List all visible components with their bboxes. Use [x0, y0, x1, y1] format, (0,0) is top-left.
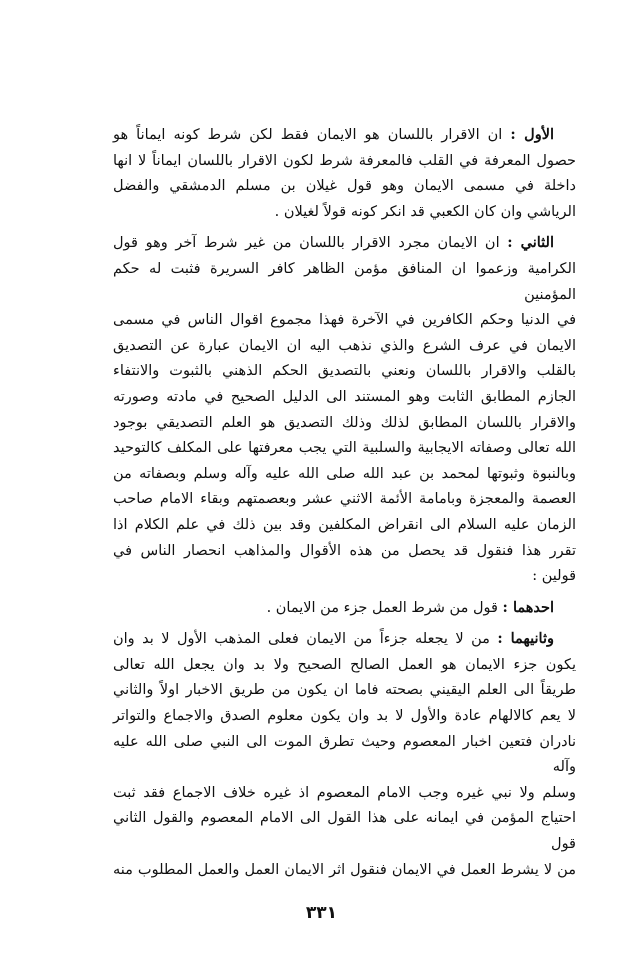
paragraph-second-opinion — [113, 230, 576, 589]
text-line: تقرر هذا فنقول قد يحصل من هذه الأقوال والمذاهب انحصار الناس في — [113, 542, 576, 559]
text-line-content: من لا يجعله جزءاً من الايمان فعلى المذهب الأول لا بد وان — [113, 631, 490, 648]
text-line: بالقلب والاقرار باللسان ونعني بالتصديق الحكم الذهني بالثبوت والانتفاء — [113, 363, 576, 380]
text-line: وسلم ولا نبي غيره وجب الامام المعصوم اذ غيره خلاف الاجماع فقد ثبت — [113, 784, 576, 801]
text-line: احتياج المؤمن في ايمانه على هذا القول الى الامام المعصوم والقول الثاني قول — [113, 810, 576, 853]
text-line: حصول المعرفة في القلب فالمعرفة شرط لكون الاقرار باللسان ايماناً لا انها — [113, 152, 576, 169]
text-line: والاقرار باللسان المطابق لذلك وذلك التصديق هو العلم التصديقي بوجود — [113, 414, 576, 431]
paragraph-second-view — [113, 626, 576, 883]
text-line: الكرامية وزعموا ان المنافق مؤمن الظاهر كافر السريرة فثبت له حكم المؤمنين — [113, 260, 576, 303]
paragraph-lead: الأول : — [510, 126, 554, 143]
text-line: طريقاً الى العلم اليقيني بصحته فاما ان يكون من طريق الاخبار اولاً والثاني — [113, 682, 576, 699]
text-line: العصمة والمعجزة وبامامة الأئمة الاثني عشر وبعصمتهم وبقاء الامام صاحب — [113, 491, 576, 508]
text-line: الجازم المطابق الثابت وهو المستند الى الدليل الصحيح في مادته وصورته — [113, 388, 576, 405]
text-line: قولين : — [532, 568, 576, 585]
text-line: من لا يشرط العمل في الايمان فنقول اثر الايمان العمل والعمل المطلوب منه — [113, 861, 576, 878]
paragraph-lead: وثانيهما : — [497, 630, 554, 648]
text-line — [113, 122, 576, 149]
text-line — [113, 626, 576, 653]
paragraph-first-opinion — [113, 122, 576, 225]
text-line: الزمان عليه السلام الى انقراض المكلفين وقد بين ذلك في علم الكلام اذا — [113, 516, 576, 533]
text-line: نادران فتعين اخبار المعصوم وحيث تطرق الموت الى النبي صلى الله عليه وآله — [113, 733, 576, 776]
page-number: ٣٣١ — [305, 903, 338, 924]
text-line: الله تعالى وصفاته الايجابية والسلبية التي يجب معرفتها على المكلف كالتوحيد — [113, 440, 576, 457]
text-line: داخلة في مسمى الايمان وهو قول غيلان بن مسلم الدمشقي والفضل — [113, 178, 576, 195]
text-line-content: ان الاقرار باللسان هو الايمان فقط لكن شرط كونه ايماناً هو — [113, 127, 503, 143]
text-line: لا يعم كالالهام عادة والأول لا بد وان يكون معلوم الصدق والاجماع والتواتر — [113, 708, 576, 725]
text-line: في الدنيا وحكم الكافرين في الآخرة فهذا مجموع اقوال الناس في مسمى — [113, 312, 576, 329]
page-body — [113, 0, 576, 883]
text-line: يكون جزء الايمان هو العمل الصالح الصحيح ولا بد وان يجعل الله تعالى — [113, 656, 576, 673]
text-line — [113, 595, 576, 622]
paragraph-first-view — [113, 595, 576, 622]
text-line-content: ان الايمان مجرد الاقرار باللسان من غير شرط آخر وهو قول — [113, 235, 500, 252]
text-line: وبالنبوة وثبوتها لمحمد بن عبد الله صلى الله عليه وآله وسلم وبصفاته من — [113, 465, 576, 482]
text-line: الايمان في عرف الشرع والذي نذهب اليه ان الايمان عبارة عن التصديق — [113, 337, 576, 354]
text-line-content: قول من شرط العمل جزء من الايمان . — [266, 599, 498, 616]
text-line: الرياشي وان كان الكعبي قد انكر كونه قولاً لغيلان . — [274, 203, 576, 220]
paragraph-lead: احدهما : — [502, 598, 554, 616]
text-line — [113, 230, 576, 257]
paragraph-lead: الثاني : — [507, 234, 555, 252]
